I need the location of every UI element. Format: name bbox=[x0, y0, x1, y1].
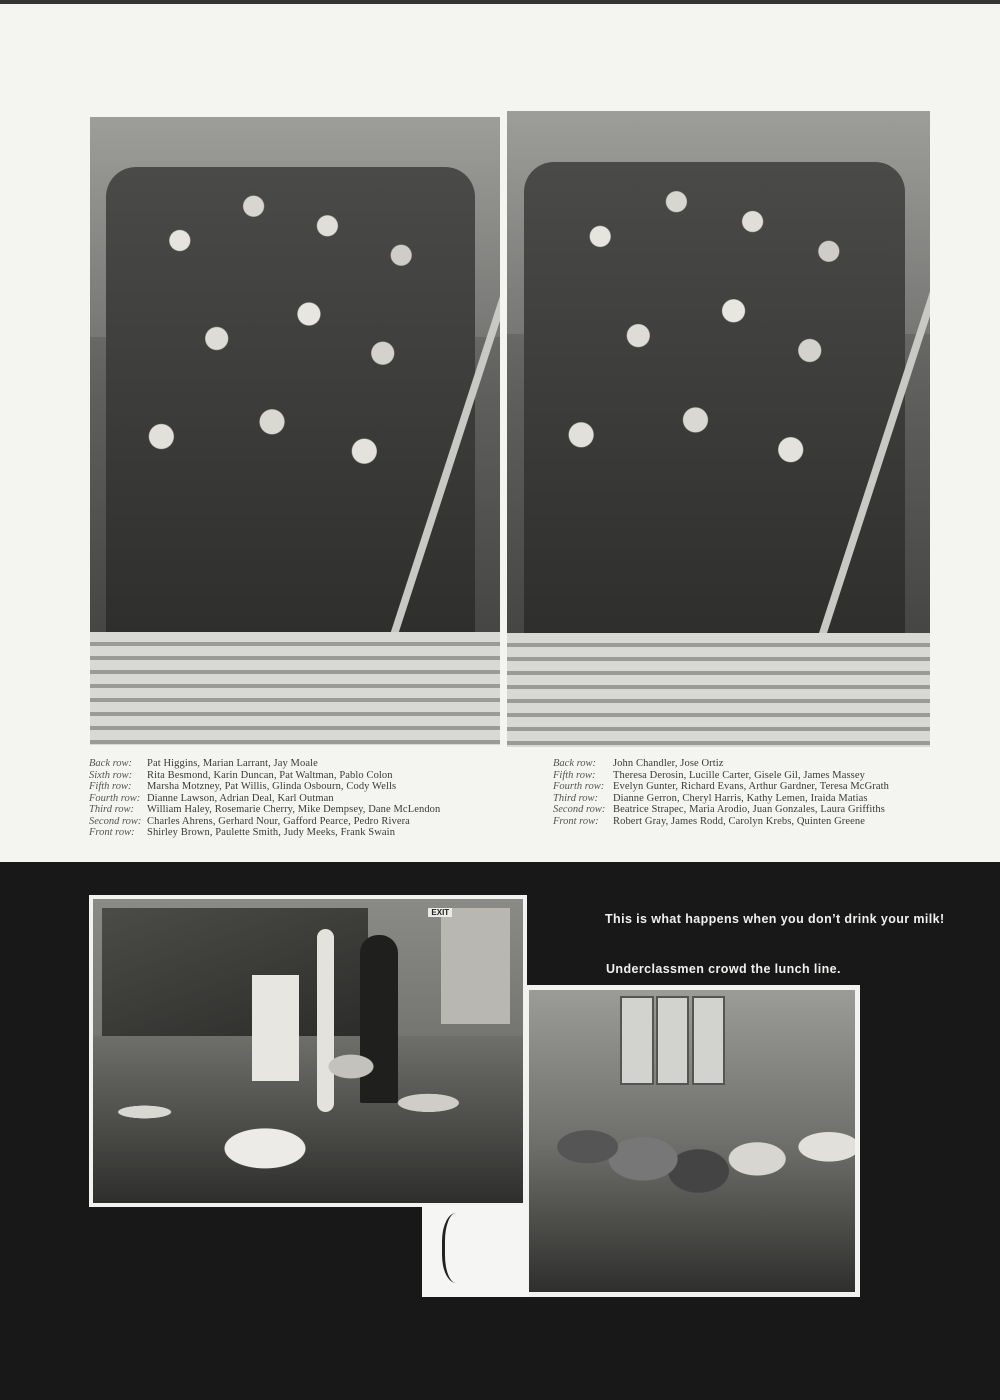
students-in-line bbox=[529, 1050, 855, 1292]
students-seated bbox=[93, 1021, 523, 1203]
student-group bbox=[524, 162, 905, 658]
caption-row: Front row: Shirley Brown, Paulette Smith, Judy Meeks, Frank Swain bbox=[89, 827, 396, 838]
caption-row: Back row: John Chandler, Jose Ortiz bbox=[553, 758, 724, 769]
lunch-photo-frame bbox=[524, 985, 860, 1297]
caption-row: Front row: Robert Gray, James Rodd, Carolyn Krebs, Quinten Greene bbox=[553, 815, 865, 827]
top-border bbox=[0, 0, 1000, 4]
stairs bbox=[90, 632, 500, 745]
cabinet bbox=[441, 908, 510, 1024]
caption-row: Fifth row: Theresa Derosin, Lucille Carter, Gisele Gil, James Massey bbox=[553, 769, 865, 781]
exit-sign: EXIT bbox=[428, 908, 452, 917]
group-photo-right bbox=[507, 111, 930, 747]
caption-row: Fourth row: Dianne Lawson, Adrian Deal, Karl Outman bbox=[89, 792, 334, 804]
caption-milk: This is what happens when you don’t drink your milk! bbox=[605, 912, 945, 926]
photo-detail bbox=[442, 1213, 477, 1283]
caption-row: Fifth row: Marsha Motzney, Pat Willis, Glinda Osbourn, Cody Wells bbox=[89, 781, 397, 792]
caption-lunch: Underclassmen crowd the lunch line. bbox=[606, 962, 841, 976]
caption-right bbox=[553, 758, 933, 827]
classroom-photo bbox=[93, 899, 523, 1203]
caption-left bbox=[89, 758, 459, 839]
caption-row: Second row: Beatrice Strapec, Maria Arodio, Juan Gonzales, Laura Griffiths bbox=[553, 804, 885, 815]
stairs bbox=[507, 633, 930, 747]
caption-row: Fourth row: Evelyn Gunter, Richard Evans, Arthur Gardner, Teresa McGrath bbox=[553, 781, 889, 792]
group-photo-left bbox=[90, 117, 500, 745]
caption-row: Second row: Charles Ahrens, Gerhard Nour, Gafford Pearce, Pedro Rivera bbox=[89, 815, 410, 827]
student-group bbox=[106, 167, 475, 657]
caption-row: Third row: Dianne Gerron, Cheryl Harris, Kathy Lemen, Iraida Matias bbox=[553, 792, 868, 804]
photo-extension bbox=[422, 1205, 528, 1297]
lunch-line-photo bbox=[529, 990, 855, 1292]
caption-row: Third row: William Haley, Rosemarie Cherry, Mike Dempsey, Dane McLendon bbox=[89, 804, 441, 815]
caption-row: Sixth row: Rita Besmond, Karin Duncan, Pat Waltman, Pablo Colon bbox=[89, 769, 393, 781]
caption-row: Back row: Pat Higgins, Marian Larrant, Jay Moale bbox=[89, 758, 318, 769]
classroom-photo-frame bbox=[89, 895, 527, 1207]
